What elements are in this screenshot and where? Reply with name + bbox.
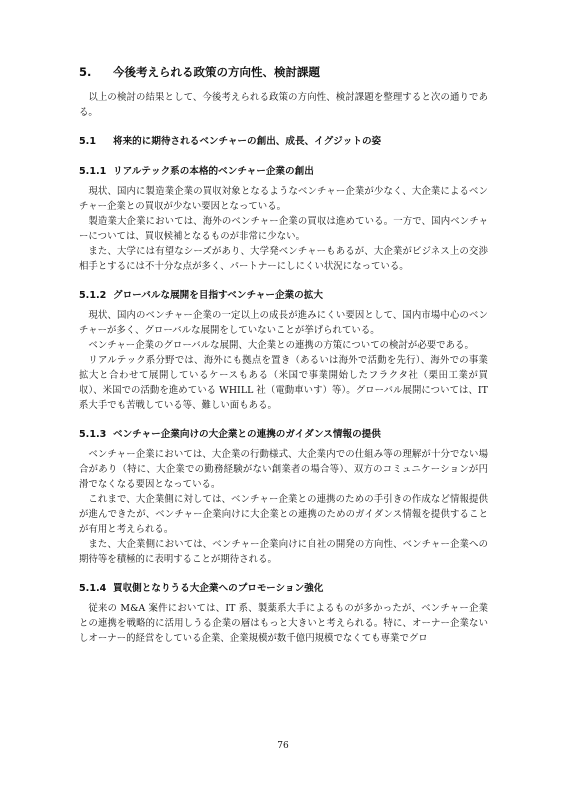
- subsubsection-number: 5.1.4: [79, 583, 107, 594]
- subsubsection-heading: [79, 428, 488, 442]
- subsubsection-number: 5.1.1: [79, 166, 107, 177]
- paragraph: 現状、国内のベンチャー企業の一定以上の成長が進みにくい要因として、国内市場中心のベンチャーが多く、グローバルな展開をしていないことが挙げられている。: [79, 310, 488, 336]
- section-title: 今後考えられる政策の方向性、検討課題: [113, 65, 320, 79]
- paragraph: 製造業大企業においては、海外のベンチャー企業の買収は進めている。一方で、国内ベンチャーについては、買収候補となるものが非常に少ない。: [79, 216, 488, 242]
- paragraph: ベンチャー企業のグローバルな展開、大企業との連携の方策についての検討が必要である。: [88, 340, 474, 351]
- subsubsection-number: 5.1.2: [79, 290, 107, 301]
- section-heading: [79, 64, 488, 80]
- subsection-number: 5.1: [79, 136, 96, 147]
- subsubsection-title: 買収側となりうる大企業へのプロモーション強化: [113, 583, 324, 594]
- paragraph: リアルテック系分野では、海外にも拠点を置き（あるいは海外で活動を先行）、海外での事業拡大と合わせて展開しているケースもある（米国で事業開始したフラクタ社（栗田工業が買収）、米国での活動を進めている WHILL 社（電動車いす）等）。グローバル展開については、IT 系大手でも苦戦している等、難しい面もある。: [79, 355, 488, 411]
- section-number: 5.: [79, 65, 92, 79]
- subsubsection-heading: [79, 289, 488, 303]
- paragraph: ベンチャー企業においては、大企業の行動様式、大企業内での仕組み等の理解が十分でない場合があり（特に、大企業での勤務経験がない創業者の場合等）、双方のコミュニケーションが円滑でなくなる要因となっている。: [79, 449, 488, 490]
- section-intro: 以上の検討の結果として、今後考えられる政策の方向性、検討課題を整理すると次の通りである。: [79, 92, 488, 118]
- paragraph: これまで、大企業側に対しては、ベンチャー企業との連携のための手引きの作成など情報提供が進んできたが、ベンチャー企業向けに大企業との連携のためのガイダンス情報を提供することが有用と考えられる。: [79, 494, 488, 535]
- subsubsection-number: 5.1.3: [79, 429, 107, 440]
- paragraph: 現状、国内に製造業企業の買収対象となるようなベンチャー企業が少なく、大企業によるベンチャー企業との買収が少ない要因となっている。: [79, 186, 488, 212]
- paragraph: 従来の M&A 案件においては、IT 系、製薬系大手によるものが多かったが、ベンチャー企業との連携を戦略的に活用しうる企業の層はもっと大きいと考えられる。特に、オーナー企業ないしオーナー的経営をしている企業、企業規模が数千億円規模でなくても専業でグロ: [79, 603, 488, 644]
- subsection-title: 将来的に期待されるベンチャーの創出、成長、イグジットの姿: [113, 136, 382, 147]
- subsubsection-heading: [79, 165, 488, 179]
- subsubsection-title: ベンチャー企業向けの大企業との連携のガイダンス情報の提供: [113, 429, 381, 440]
- page-number: 76: [277, 741, 289, 751]
- subsubsection-heading: [79, 582, 488, 596]
- subsection-heading: [79, 135, 488, 149]
- paragraph: また、大企業側においては、ベンチャー企業向けに自社の開発の方向性、ベンチャー企業への期待等を積極的に表明することが期待される。: [79, 539, 488, 565]
- subsubsection-title: グローバルな展開を目指すベンチャー企業の拡大: [113, 290, 323, 301]
- paragraph: また、大学には有望なシーズがあり、大学発ベンチャーもあるが、大企業がビジネス上の交渉相手とするには不十分な点が多く、パートナーにしにくい状況になっている。: [79, 246, 488, 272]
- subsubsection-title: リアルテック系の本格的ベンチャー企業の創出: [113, 166, 314, 177]
